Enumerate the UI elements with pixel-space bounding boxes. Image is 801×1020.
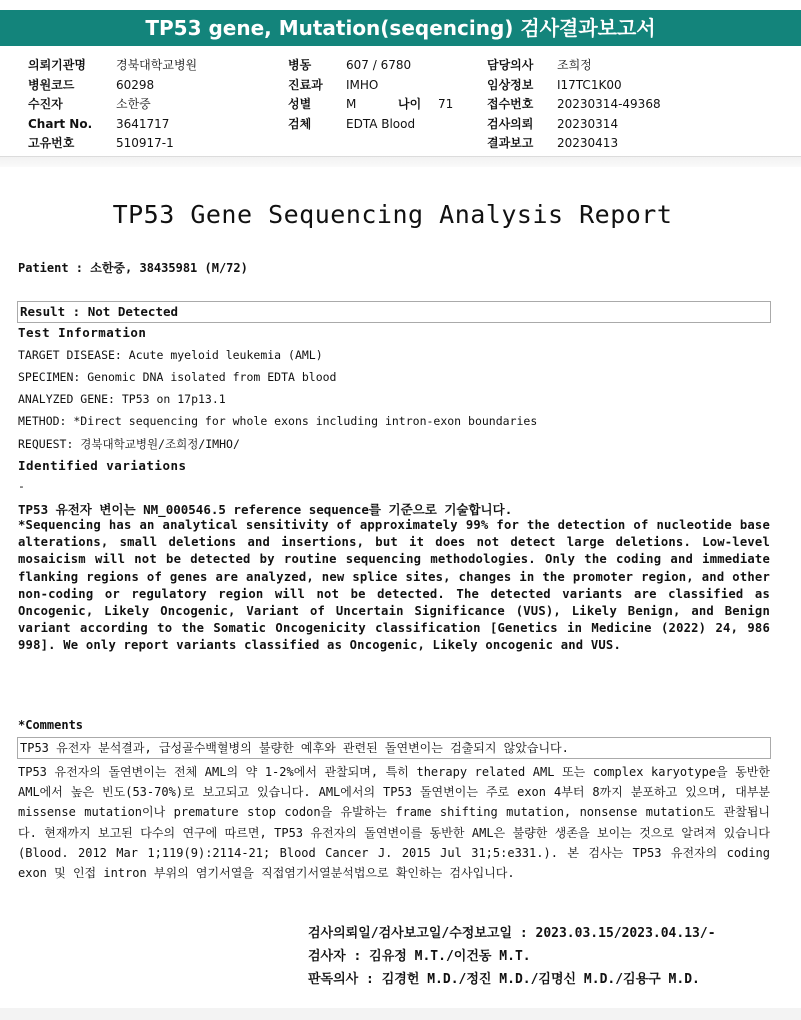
info-label: 진료과 bbox=[288, 77, 323, 92]
info-row bbox=[487, 56, 661, 76]
info-label: 접수번호 bbox=[487, 97, 534, 111]
test-info-line: TARGET DISEASE: Acute myeloid leukemia (AML) bbox=[18, 348, 323, 362]
sensitivity-note: *Sequencing has an analytical sensitivity of approximately 99% for the detection of nucleotide base alterations, small deletions and insertions, but it does not detect large deletions. Low-level mosaicism will not be detected by routine sequencing methodologies. Only the coding and immediate flanking regions of genes are analyzed, new splice sites, changes in the promoter region, and other non-coding or regulatory region will not be detected. The detected variants are classified as Oncogenic, Likely Oncogenic, Variant of Uncertain Significance (VUS), Likely Benign, and Benign variant according to the Somatic Oncogenicity classification [Genetics in Medicine (2022) 24, 986 998]. We only report variants classified as Oncogenic, Likely oncogenic and VUS. bbox=[18, 518, 770, 653]
info-value: 60298 bbox=[116, 77, 155, 92]
info-row bbox=[487, 95, 661, 115]
info-value: I17TC1K00 bbox=[557, 77, 622, 92]
comment-detail: TP53 유전자의 돌연변이는 전체 AML의 약 1-2%에서 관찰되며, 특히 therapy related AML 또는 complex karyotype을 동반한 AML에서 높은 빈도(53-70%)로 보고되고 있습니다. AML에서의 TP53 돌연변이는 주로 exon 4부터 8까지 분포하고 있으며, 대부분 missense mutation이나 premature stop codon을 유발하는 frame shifting mutation, nonsense mutation도 관찰됩니다. 현재까지 보고된 다수의 연구에 따르면, TP53 유전자의 돌연변이를 동반한 AML은 불량한 생존을 보이는 것으로 알려져 있습니다 (Blood. 2012 Mar 1;119(9):2114-21; Blood Cancer J. 2015 Jul 31;5:e331.). 본 검사는 TP53 유전자의 coding exon 및 인접 intron 부위의 염기서열을 직접염기서열분석법으로 확인하는 검사입니다. bbox=[18, 765, 770, 881]
info-row bbox=[28, 115, 197, 135]
report-body bbox=[0, 166, 801, 1006]
patient-line: Patient : 소한중, 38435981 (M/72) bbox=[18, 261, 248, 275]
info-label: 의뢰기관명 bbox=[28, 58, 86, 72]
reading-doctors-line: 판독의사 : 김경헌 M.D./정진 M.D./김명신 M.D./김용구 M.D. bbox=[308, 972, 700, 987]
test-info-line: ANALYZED GENE: TP53 on 17p13.1 bbox=[18, 392, 226, 406]
info-label: 병원코드 bbox=[28, 77, 75, 92]
info-label: 수진자 bbox=[28, 97, 63, 111]
info-column-2 bbox=[288, 56, 453, 134]
info-label: 담당의사 bbox=[487, 58, 534, 72]
test-info-line: METHOD: *Direct sequencing for whole exons including intron-exon boundaries bbox=[18, 414, 538, 428]
info-row bbox=[288, 76, 453, 96]
info-value: 20230413 bbox=[557, 136, 619, 150]
reference-sequence-note: TP53 유전자 변이는 NM_000546.5 reference sequence를 기준으로 기술합니다. bbox=[18, 502, 513, 517]
test-info-line: REQUEST: 경북대학교병원/조희정/IMHO/ bbox=[18, 437, 240, 451]
info-label: 검체 bbox=[288, 116, 312, 131]
info-label: 결과보고 bbox=[487, 136, 534, 150]
info-value: 경북대학교병원 bbox=[116, 58, 198, 72]
identified-variations-value: - bbox=[18, 479, 25, 493]
result-box: Result : Not Detected bbox=[17, 301, 771, 323]
identified-variations-heading: Identified variations bbox=[18, 458, 187, 473]
info-row bbox=[28, 56, 197, 76]
bottom-bar bbox=[0, 1008, 801, 1020]
info-value: IMHO bbox=[346, 77, 379, 92]
info-row bbox=[487, 134, 661, 154]
info-value: 20230314 bbox=[557, 116, 619, 131]
info-value: M bbox=[346, 97, 357, 111]
info-row bbox=[288, 56, 453, 76]
info-label: 검사의뢰 bbox=[487, 116, 534, 131]
report-title: TP53 Gene Sequencing Analysis Report bbox=[112, 200, 673, 229]
info-column-3 bbox=[487, 56, 661, 154]
examiner-line: 검사자 : 김유정 M.T./이건동 M.T. bbox=[308, 949, 531, 964]
info-value: EDTA Blood bbox=[346, 116, 416, 131]
info-row bbox=[487, 76, 661, 96]
info-row bbox=[288, 115, 453, 135]
comments-heading: *Comments bbox=[18, 718, 84, 732]
info-label: 임상정보 bbox=[487, 77, 534, 92]
patient-info-panel bbox=[0, 52, 801, 152]
info-label: 병동 bbox=[288, 58, 312, 72]
comment-summary-box: TP53 유전자 분석결과, 급성골수백혈병의 불량한 예후와 관련된 돌연변이는 검출되지 않았습니다. bbox=[17, 737, 771, 759]
report-dates: 검사의뢰일/검사보고일/수정보고일 : 2023.03.15/2023.04.13/- bbox=[308, 926, 716, 941]
info-label: 성별 bbox=[288, 97, 312, 111]
test-info-heading: Test Information bbox=[18, 325, 147, 340]
info-value: 3641717 bbox=[116, 116, 170, 131]
age-value: 71 bbox=[438, 97, 454, 111]
info-row bbox=[487, 115, 661, 135]
info-value: 소한중 bbox=[116, 97, 151, 111]
info-value: 510917-1 bbox=[116, 136, 174, 150]
info-row bbox=[28, 95, 197, 115]
test-info-line: SPECIMEN: Genomic DNA isolated from EDTA blood bbox=[18, 370, 337, 384]
info-value: 20230314-49368 bbox=[557, 97, 661, 111]
info-row bbox=[28, 134, 197, 154]
info-value: 조희정 bbox=[557, 58, 592, 72]
age-label: 나이 bbox=[398, 97, 422, 111]
info-value: 607 / 6780 bbox=[346, 58, 412, 72]
info-label: 고유번호 bbox=[28, 136, 75, 150]
info-row bbox=[28, 76, 197, 96]
info-row bbox=[288, 95, 453, 115]
info-label: Chart No. bbox=[28, 116, 93, 131]
info-column-1 bbox=[28, 56, 197, 154]
report-header-title: TP53 gene, Mutation(seqencing) 검사결과보고서 bbox=[0, 10, 801, 46]
